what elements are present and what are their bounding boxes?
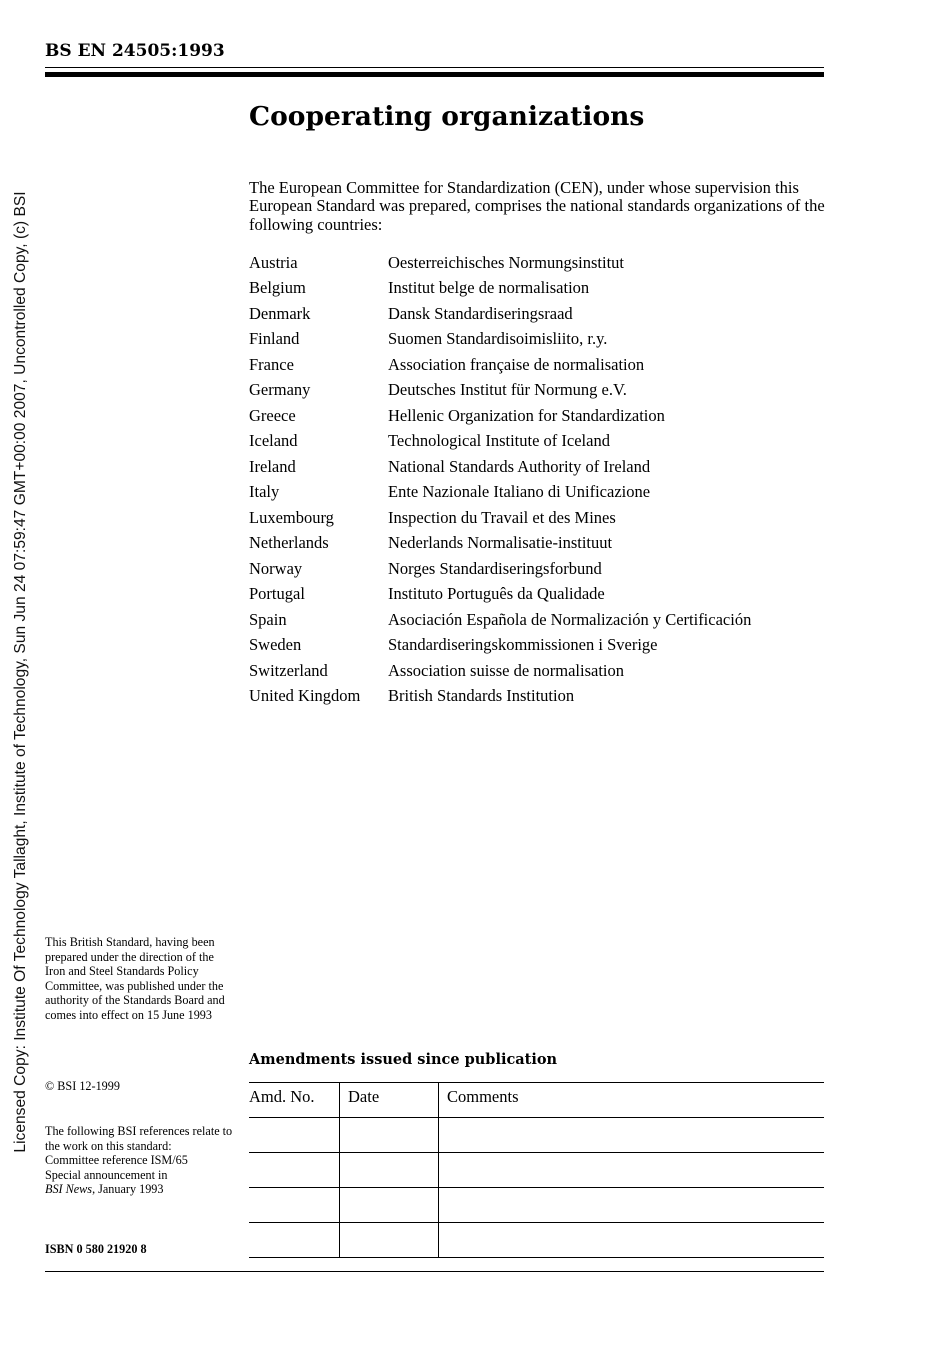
sidebar-copyright: © BSI 12-1999 [45, 1079, 120, 1093]
country-name: Netherlands [249, 533, 329, 553]
amendment-cell [340, 1188, 439, 1223]
standards-body-name: Technological Institute of Iceland [388, 431, 610, 451]
organization-row [249, 378, 825, 404]
country-name: France [249, 354, 294, 374]
special-announcement-prefix: Special announcement in [45, 1167, 168, 1182]
sidebar-preparation-note: This British Standard, having been prepared under the direction of the Iron and Steel Standards Policy Committee, was published under the authority of the Standards Board and comes into effect on 15 June 1993 [45, 935, 225, 1022]
country-name: Sweden [249, 635, 302, 655]
intro-paragraph: The European Committee for Standardization (CEN), under whose supervision this European Standard was prepared, comprises the national standards organizations of the following countries: [249, 178, 825, 234]
standards-body-name: Deutsches Institut für Normung e.V. [388, 380, 627, 400]
country-name: Belgium [249, 278, 306, 298]
organization-row [249, 658, 825, 684]
country-name: Austria [249, 252, 298, 272]
header-rule-thick [45, 72, 824, 77]
standards-body-name: Instituto Português da Qualidade [388, 584, 605, 604]
standards-body-name: Ente Nazionale Italiano di Unificazione [388, 482, 651, 502]
column-comments: Comments [439, 1083, 825, 1118]
standards-body-name: Inspection du Travail et des Mines [388, 507, 616, 527]
announcement-date: , January 1993 [92, 1182, 164, 1196]
bsi-news-title: BSI News [45, 1182, 93, 1196]
amendment-cell [439, 1223, 825, 1258]
column-date: Date [340, 1083, 439, 1118]
amendment-cell [249, 1188, 340, 1223]
amendment-cell [439, 1153, 825, 1188]
amendment-cell [439, 1118, 825, 1153]
organizations-table [249, 250, 825, 709]
column-amd-no: Amd. No. [249, 1083, 340, 1118]
amendment-row [249, 1153, 824, 1188]
organization-row [249, 352, 825, 378]
standards-body-name: Association française de normalisation [388, 354, 645, 374]
footer-rule [45, 1271, 824, 1272]
standards-body-name: National Standards Authority of Ireland [388, 456, 651, 476]
amendment-cell [439, 1188, 825, 1223]
organization-row [249, 250, 825, 276]
organization-row [249, 454, 825, 480]
organization-row [249, 327, 825, 353]
country-name: Italy [249, 482, 280, 502]
organization-row [249, 505, 825, 531]
country-name: Norway [249, 558, 303, 578]
isbn: ISBN 0 580 21920 8 [45, 1242, 147, 1256]
amendment-cell [340, 1118, 439, 1153]
amendment-cell [249, 1223, 340, 1258]
amendment-row [249, 1188, 824, 1223]
organization-row [249, 429, 825, 455]
organization-row [249, 607, 825, 633]
country-name: Switzerland [249, 660, 328, 680]
committee-reference: Committee reference ISM/65 [45, 1153, 188, 1167]
amendment-cell [340, 1153, 439, 1188]
standards-body-name: British Standards Institution [388, 686, 575, 706]
standards-body-name: Oesterreichisches Normungsinstitut [388, 252, 624, 272]
amendment-cell [340, 1223, 439, 1258]
organization-row [249, 276, 825, 302]
license-watermark: Licensed Copy: Institute Of Technology Tallaght, Institute of Technology, Sun Jun 24 07:59:47 GMT+00:00 2007, Uncontrolled Copy, (c) BSI [12, 191, 29, 1153]
country-name: Iceland [249, 431, 298, 451]
standards-body-name: Dansk Standardiseringsraad [388, 303, 573, 323]
organization-row [249, 582, 825, 608]
country-name: United Kingdom [249, 686, 361, 706]
amendment-cell [249, 1118, 340, 1153]
standards-body-name: Association suisse de normalisation [388, 660, 625, 680]
organization-row [249, 480, 825, 506]
header-rule-thin [45, 67, 824, 68]
sidebar-references [45, 1124, 235, 1197]
standards-body-name: Suomen Standardisoimisliito, r.y. [388, 329, 608, 349]
standards-body-name: Asociación Española de Normalización y Certificación [388, 609, 752, 629]
amendment-row [249, 1223, 824, 1258]
country-name: Ireland [249, 456, 296, 476]
country-name: Greece [249, 405, 296, 425]
amendment-cell [249, 1153, 340, 1188]
page-title: Cooperating organizations [249, 101, 645, 132]
standards-body-name: Standardiseringskommissionen i Sverige [388, 635, 658, 655]
standards-body-name: Hellenic Organization for Standardization [388, 405, 665, 425]
country-name: Finland [249, 329, 300, 349]
organization-row [249, 531, 825, 557]
amendment-row [249, 1118, 824, 1153]
standards-body-name: Norges Standardiseringsforbund [388, 558, 602, 578]
country-name: Germany [249, 380, 311, 400]
country-name: Portugal [249, 584, 305, 604]
amendments-heading: Amendments issued since publication [249, 1051, 558, 1068]
organization-row [249, 633, 825, 659]
amendments-header-row [249, 1083, 824, 1118]
country-name: Denmark [249, 303, 311, 323]
organization-row [249, 301, 825, 327]
organization-row [249, 403, 825, 429]
special-announcement [45, 1182, 235, 1197]
country-name: Luxembourg [249, 507, 334, 527]
organization-row [249, 556, 825, 582]
organization-row [249, 684, 825, 710]
document-id: BS EN 24505:1993 [45, 41, 225, 61]
country-name: Spain [249, 609, 287, 629]
amendments-table [249, 1082, 824, 1258]
references-intro: The following BSI references relate to the work on this standard: [45, 1124, 233, 1153]
standards-body-name: Institut belge de normalisation [388, 278, 590, 298]
standards-body-name: Nederlands Normalisatie-instituut [388, 533, 613, 553]
